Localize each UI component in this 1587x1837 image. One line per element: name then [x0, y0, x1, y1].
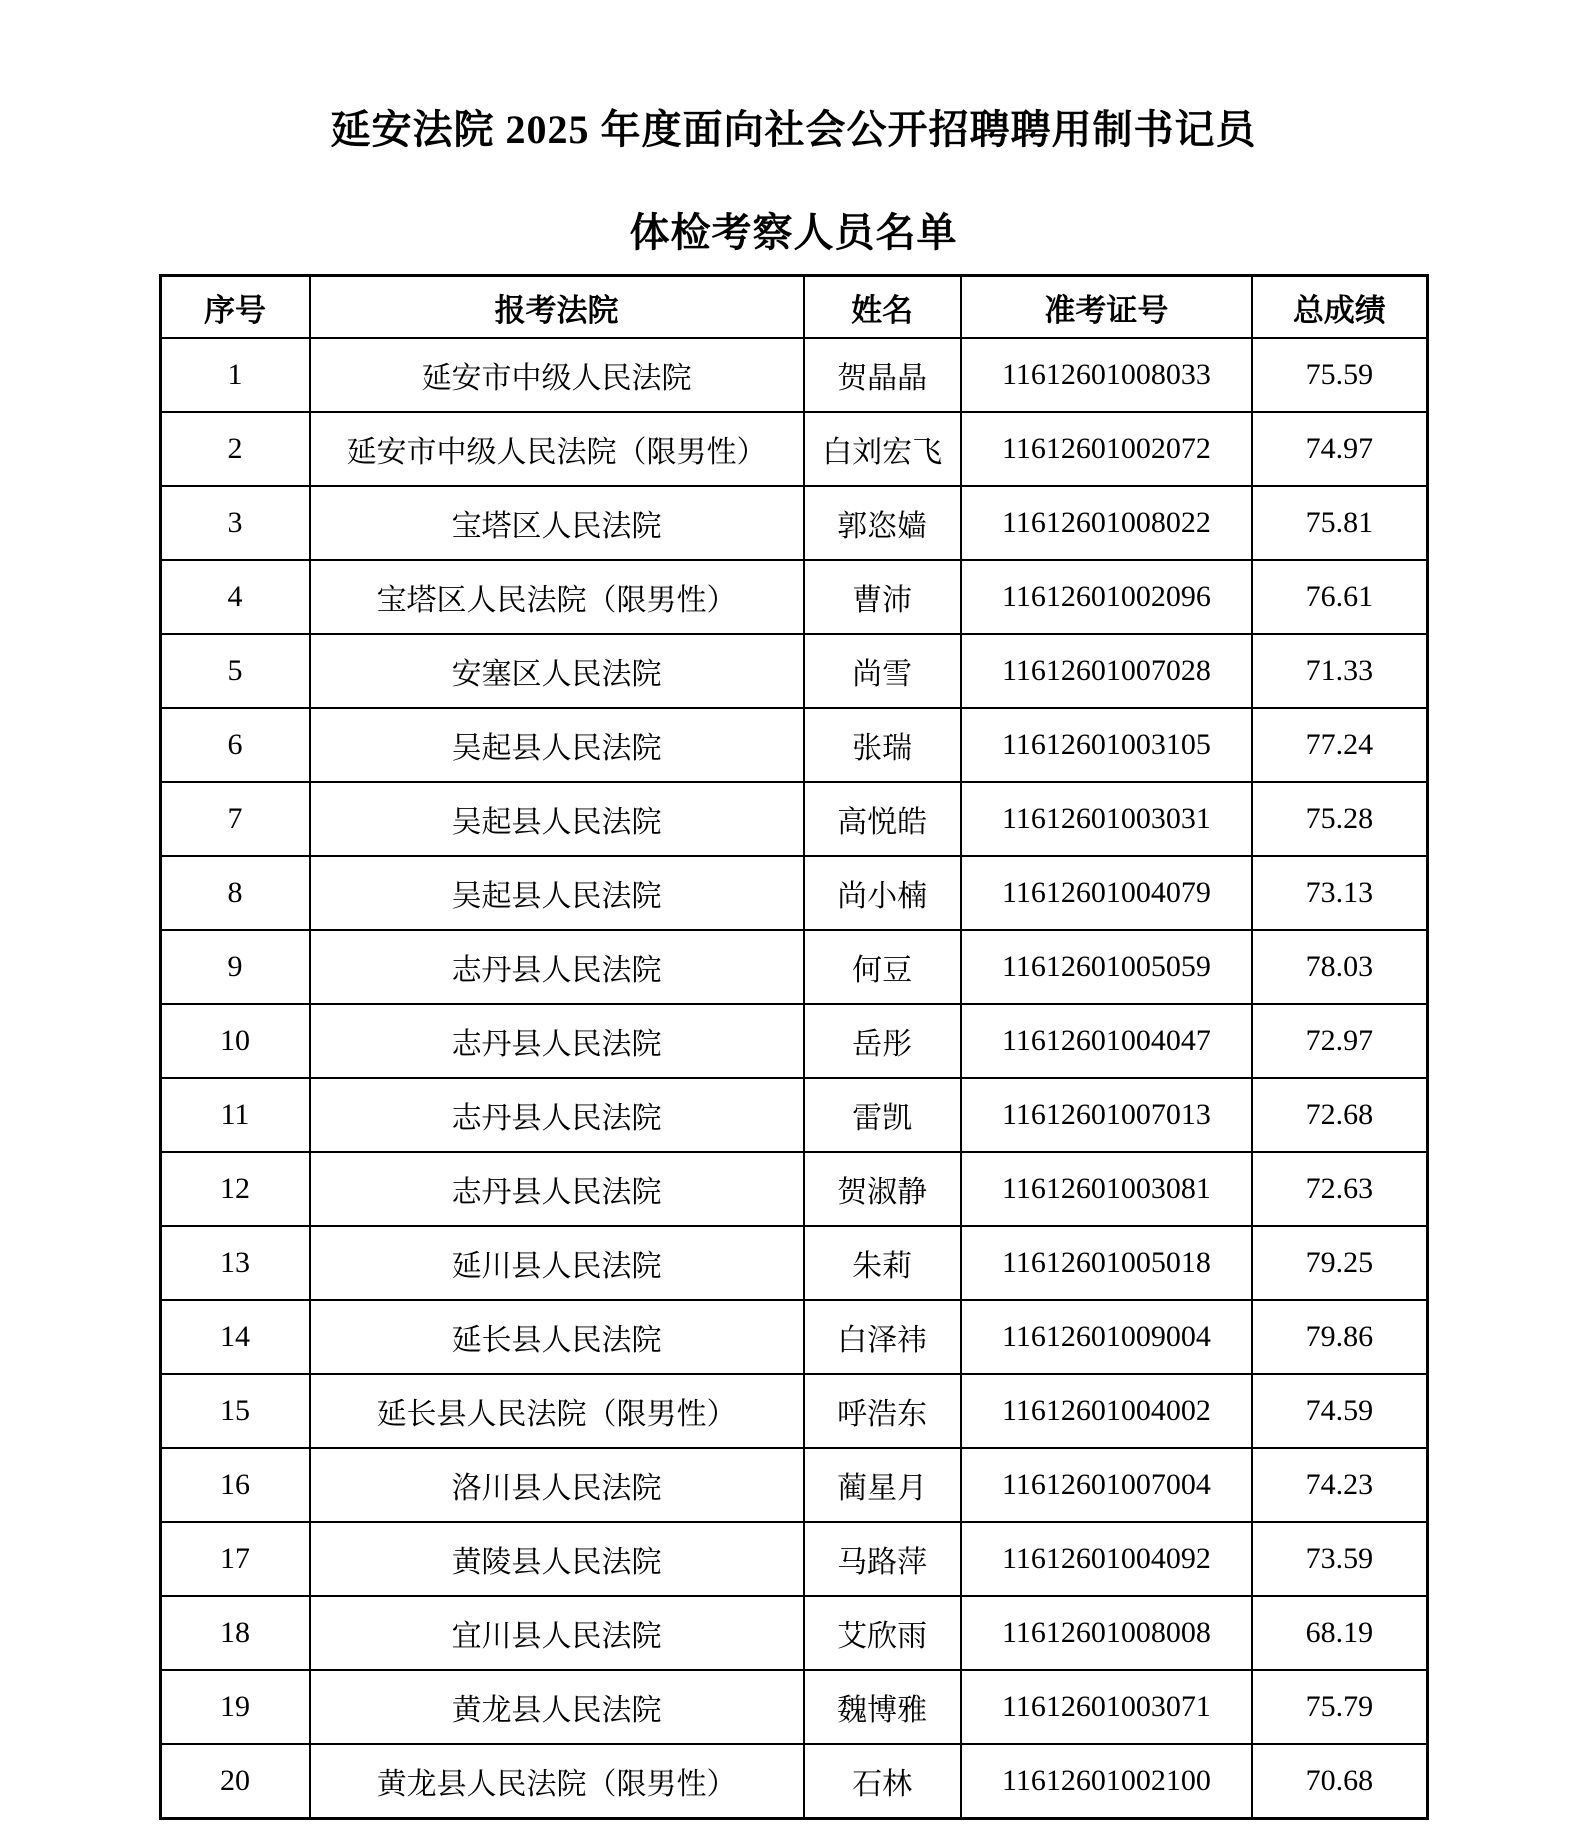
cell-index: 18: [160, 1596, 310, 1670]
table-row: [160, 1522, 1427, 1596]
cell-score: 78.03: [1252, 930, 1427, 1004]
cell-court: 吴起县人民法院: [310, 856, 804, 930]
cell-index: 1: [160, 338, 310, 412]
cell-court: 黄龙县人民法院: [310, 1670, 804, 1744]
cell-court: 志丹县人民法院: [310, 1152, 804, 1226]
cell-score: 74.97: [1252, 412, 1427, 486]
cell-score: 79.86: [1252, 1300, 1427, 1374]
document-title-line2: 体检考察人员名单: [629, 210, 958, 255]
table-row: [160, 708, 1427, 782]
cell-index: 5: [160, 634, 310, 708]
table-row: [160, 1226, 1427, 1300]
cell-index: 4: [160, 560, 310, 634]
cell-index: 6: [160, 708, 310, 782]
cell-index: 19: [160, 1670, 310, 1744]
cell-score: 71.33: [1252, 634, 1427, 708]
cell-name: 马路萍: [804, 1522, 961, 1596]
cell-name: 艾欣雨: [804, 1596, 961, 1670]
cell-court: 宝塔区人民法院（限男性）: [310, 560, 804, 634]
cell-name: 石林: [804, 1744, 961, 1819]
table-row: [160, 412, 1427, 486]
cell-index: 14: [160, 1300, 310, 1374]
cell-name: 岳彤: [804, 1004, 961, 1078]
cell-score: 73.59: [1252, 1522, 1427, 1596]
cell-index: 3: [160, 486, 310, 560]
cell-index: 13: [160, 1226, 310, 1300]
cell-court: 宜川县人民法院: [310, 1596, 804, 1670]
cell-score: 72.63: [1252, 1152, 1427, 1226]
cell-name: 何豆: [804, 930, 961, 1004]
cell-score: 76.61: [1252, 560, 1427, 634]
cell-court: 延安市中级人民法院（限男性）: [310, 412, 804, 486]
table-row: [160, 634, 1427, 708]
cell-index: 17: [160, 1522, 310, 1596]
cell-score: 77.24: [1252, 708, 1427, 782]
cell-name: 贺淑静: [804, 1152, 961, 1226]
cell-index: 12: [160, 1152, 310, 1226]
cell-index: 10: [160, 1004, 310, 1078]
cell-name: 白刘宏飞: [804, 412, 961, 486]
cell-ticket: 11612601005018: [961, 1226, 1252, 1300]
cell-court: 延长县人民法院: [310, 1300, 804, 1374]
cell-score: 70.68: [1252, 1744, 1427, 1819]
cell-score: 73.13: [1252, 856, 1427, 930]
cell-index: 9: [160, 930, 310, 1004]
table-row: [160, 1078, 1427, 1152]
table-row: [160, 1374, 1427, 1448]
cell-ticket: 11612601005059: [961, 930, 1252, 1004]
cell-name: 朱莉: [804, 1226, 961, 1300]
cell-score: 74.23: [1252, 1448, 1427, 1522]
cell-court: 延安市中级人民法院: [310, 338, 804, 412]
cell-name: 尚雪: [804, 634, 961, 708]
cell-score: 75.59: [1252, 338, 1427, 412]
cell-score: 79.25: [1252, 1226, 1427, 1300]
cell-court: 志丹县人民法院: [310, 1004, 804, 1078]
cell-name: 魏博雅: [804, 1670, 961, 1744]
cell-name: 贺晶晶: [804, 338, 961, 412]
cell-index: 15: [160, 1374, 310, 1448]
cell-ticket: 11612601008022: [961, 486, 1252, 560]
table-header-row: [160, 276, 1427, 339]
cell-court: 吴起县人民法院: [310, 708, 804, 782]
cell-score: 75.81: [1252, 486, 1427, 560]
cell-score: 74.59: [1252, 1374, 1427, 1448]
cell-name: 郭恣嫱: [804, 486, 961, 560]
cell-name: 曹沛: [804, 560, 961, 634]
cell-name: 尚小楠: [804, 856, 961, 930]
cell-ticket: 11612601003031: [961, 782, 1252, 856]
cell-ticket: 11612601008033: [961, 338, 1252, 412]
table-row: [160, 1448, 1427, 1522]
table-row: [160, 1300, 1427, 1374]
table-row: [160, 338, 1427, 412]
cell-court: 志丹县人民法院: [310, 1078, 804, 1152]
cell-court: 宝塔区人民法院: [310, 486, 804, 560]
cell-ticket: 11612601003081: [961, 1152, 1252, 1226]
cell-index: 7: [160, 782, 310, 856]
cell-ticket: 11612601004079: [961, 856, 1252, 930]
document-title-line1: 延安法院 2025 年度面向社会公开招聘聘用制书记员: [330, 107, 1257, 152]
cell-ticket: 11612601002100: [961, 1744, 1252, 1819]
cell-court: 安塞区人民法院: [310, 634, 804, 708]
cell-name: 蔺星月: [804, 1448, 961, 1522]
table-row: [160, 782, 1427, 856]
candidate-roster-table: [159, 274, 1429, 1820]
cell-index: 8: [160, 856, 310, 930]
cell-ticket: 11612601008008: [961, 1596, 1252, 1670]
cell-name: 雷凯: [804, 1078, 961, 1152]
cell-score: 72.68: [1252, 1078, 1427, 1152]
table-row: [160, 856, 1427, 930]
table-row: [160, 1670, 1427, 1744]
col-header-court: 报考法院: [310, 276, 804, 339]
table-row: [160, 1744, 1427, 1819]
cell-court: 吴起县人民法院: [310, 782, 804, 856]
col-header-score: 总成绩: [1252, 276, 1427, 339]
cell-court: 延川县人民法院: [310, 1226, 804, 1300]
col-header-ticket: 准考证号: [961, 276, 1252, 339]
cell-name: 高悦皓: [804, 782, 961, 856]
cell-score: 68.19: [1252, 1596, 1427, 1670]
cell-ticket: 11612601007028: [961, 634, 1252, 708]
cell-court: 黄陵县人民法院: [310, 1522, 804, 1596]
table-row: [160, 1004, 1427, 1078]
cell-court: 延长县人民法院（限男性）: [310, 1374, 804, 1448]
col-header-name: 姓名: [804, 276, 961, 339]
cell-court: 黄龙县人民法院（限男性）: [310, 1744, 804, 1819]
table-row: [160, 486, 1427, 560]
cell-index: 2: [160, 412, 310, 486]
table-row: [160, 1596, 1427, 1670]
cell-score: 72.97: [1252, 1004, 1427, 1078]
cell-court: 洛川县人民法院: [310, 1448, 804, 1522]
cell-ticket: 11612601009004: [961, 1300, 1252, 1374]
cell-score: 75.79: [1252, 1670, 1427, 1744]
table-row: [160, 560, 1427, 634]
cell-court: 志丹县人民法院: [310, 930, 804, 1004]
cell-ticket: 11612601003071: [961, 1670, 1252, 1744]
cell-index: 11: [160, 1078, 310, 1152]
table-row: [160, 930, 1427, 1004]
cell-index: 20: [160, 1744, 310, 1819]
cell-ticket: 11612601004047: [961, 1004, 1252, 1078]
table-row: [160, 1152, 1427, 1226]
cell-ticket: 11612601002096: [961, 560, 1252, 634]
cell-index: 16: [160, 1448, 310, 1522]
cell-ticket: 11612601002072: [961, 412, 1252, 486]
cell-name: 呼浩东: [804, 1374, 961, 1448]
cell-ticket: 11612601004002: [961, 1374, 1252, 1448]
cell-ticket: 11612601003105: [961, 708, 1252, 782]
cell-ticket: 11612601007013: [961, 1078, 1252, 1152]
cell-ticket: 11612601007004: [961, 1448, 1252, 1522]
cell-ticket: 11612601004092: [961, 1522, 1252, 1596]
cell-name: 张瑞: [804, 708, 961, 782]
col-header-index: 序号: [160, 276, 310, 339]
cell-name: 白泽祎: [804, 1300, 961, 1374]
cell-score: 75.28: [1252, 782, 1427, 856]
